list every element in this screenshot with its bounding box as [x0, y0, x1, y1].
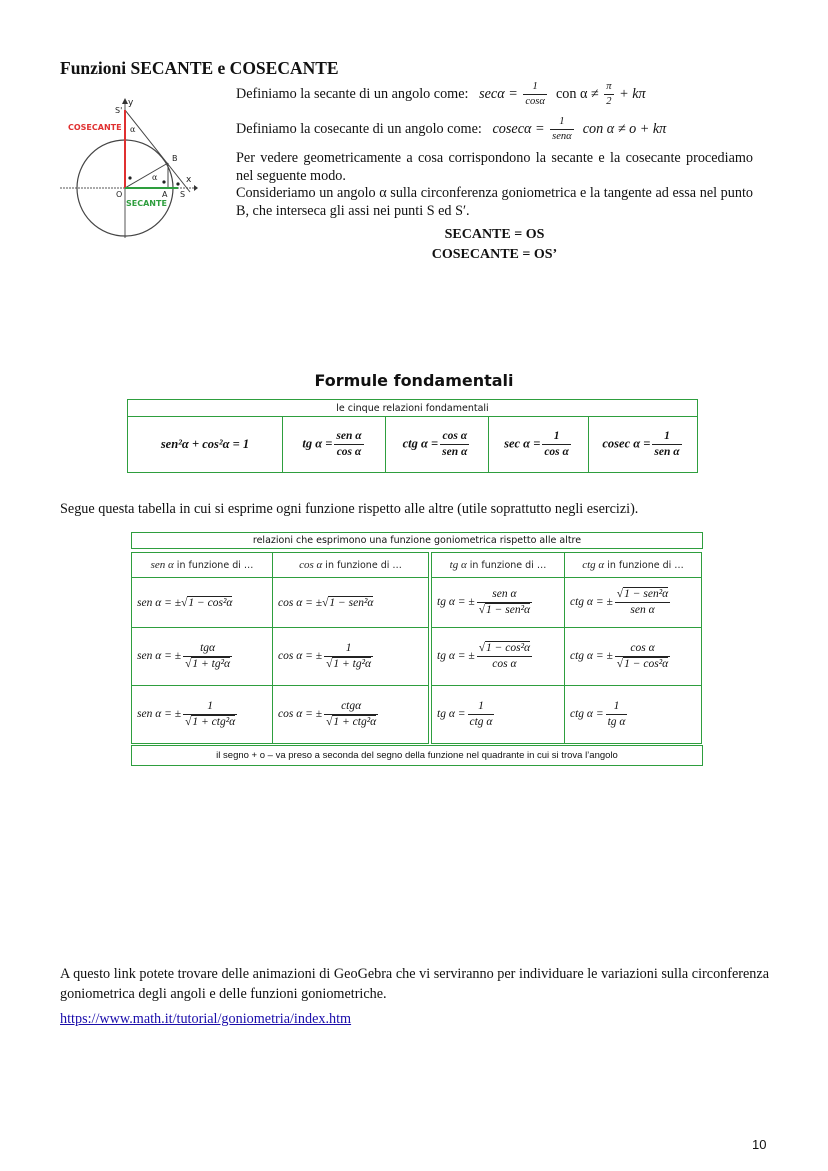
- tg-from-ctg: tg α = $\frac{1}{\text{ctg α}}$: [432, 686, 565, 744]
- alpha-label-center: α: [152, 173, 158, 182]
- fundamental-relations-table: [127, 399, 698, 473]
- eq-cosecante: COSECANTE = OS’: [431, 247, 558, 262]
- geogebra-link[interactable]: https://www.math.it/tutorial/goniometria/index.htm: [60, 1011, 352, 1027]
- cos-from-sen: cos α = ±√1 − sen²α: [273, 578, 429, 628]
- sen-from-tg: sen α = ± $\frac{\text{tgα}}{\text{√1 + tg²α}}$: [132, 628, 273, 686]
- point-a-label: A: [162, 190, 168, 199]
- sen-from-ctg: sen α = ± $\frac{1}{\text{√1 + ctg²α}}$: [132, 686, 273, 744]
- ctg-from-cos: ctg α = ± $\frac{\text{cos α}}{\text{√1 − cos²α}}$: [565, 628, 702, 686]
- point-s-label: S: [180, 190, 186, 199]
- paragraph-1: Per vedere geometricamente a cosa corrispondono la secante e la cosecante procediamo nel seguente modo.: [236, 150, 753, 184]
- formula-cosec: cosec α = $\frac{1}{\text{sen α}}$: [589, 417, 698, 473]
- formula-pythagorean: sen²α + cos²α = 1: [128, 417, 283, 473]
- unit-circle-figure: [60, 96, 200, 240]
- formula-tg: tg α = $\frac{\text{sen α}}{\text{cos α}}$: [283, 417, 386, 473]
- table2-right: [431, 552, 702, 744]
- col-tg-header: tg α in funzione di …: [432, 553, 565, 578]
- sen-from-cos: sen α = ±√1 − cos²α: [132, 578, 273, 628]
- def-secante: Definiamo la secante di un angolo come: secα = $\frac{1}{\cos\alpha}$ con α ≠ $\frac{\pi}{2}$ + kπ: [236, 81, 646, 107]
- cos-from-tg: cos α = ± $\frac{1}{\text{√1 + tg²α}}$: [273, 628, 429, 686]
- formule-title: Formule fondamentali: [314, 371, 514, 390]
- col-ctg-header: ctg α in funzione di …: [565, 553, 702, 578]
- cos-from-ctg: cos α = ± $\frac{\text{ctgα}}{\text{√1 + ctg²α}}$: [273, 686, 429, 744]
- page-title: Funzioni SECANTE e COSECANTE: [60, 58, 339, 78]
- paragraph-2: Consideriamo un angolo α sulla circonferenza goniometrica e la tangente ad essa nel punto B, che interseca gli assi nei punti S ed S′.: [236, 185, 753, 219]
- link-paragraph: A questo link potete trovare delle animazioni di GeoGebra che vi serviranno per individuare le variazioni sulla circonferenza goniometrica degli angoli e delle funzioni goniometriche.: [60, 966, 769, 1002]
- alpha-label-top: α: [130, 125, 136, 134]
- secante-label: SECANTE: [126, 199, 167, 208]
- ctg-from-tg: ctg α = $\frac{1}{\text{tg α}}$: [565, 686, 702, 744]
- point-b-label: B: [172, 154, 178, 163]
- col-cos-header: cos α in funzione di …: [273, 553, 429, 578]
- tg-from-sen: tg α = ± $\frac{\text{sen α}}{\text{√1 − sen²α}}$: [432, 578, 565, 628]
- cosecante-label: COSECANTE: [68, 123, 122, 132]
- table2-header: relazioni che esprimono una funzione goniometrica rispetto alle altre: [131, 532, 703, 549]
- table2-footer: il segno + o – va preso a seconda del segno della funzione nel quadrante in cui si trova l’angolo: [131, 745, 703, 766]
- formula-sec: sec α = $\frac{1}{\text{cos α}}$: [489, 417, 589, 473]
- eq-secante: SECANTE = OS: [444, 227, 545, 242]
- table1-header: le cinque relazioni fondamentali: [128, 400, 698, 417]
- table2-left: [131, 552, 429, 744]
- segue-paragraph: Segue questa tabella in cui si esprime ogni funzione rispetto alle altre (utile soprattutto negli esercizi).: [60, 501, 639, 517]
- formula-ctg: ctg α = $\frac{\text{cos α}}{\text{sen α}}$: [386, 417, 489, 473]
- point-o-label: O: [116, 190, 123, 199]
- ctg-from-sen: ctg α = ± $\frac{\text{√1 − sen²α}}{\text{sen α}}$: [565, 578, 702, 628]
- tg-from-cos: tg α = ± $\frac{\text{√1 − cos²α}}{\text{cos α}}$: [432, 628, 565, 686]
- s-prime-label: S': [115, 106, 123, 115]
- x-axis-label: x: [186, 175, 192, 185]
- page-number: 10: [752, 1137, 767, 1152]
- col-sen-header: sen α in funzione di …: [132, 553, 273, 578]
- def-cosecante: Definiamo la cosecante di un angolo come: cosecα = $\frac{1}{\text{senα}}$ con α ≠ o + kπ: [236, 116, 667, 142]
- y-axis-label: y: [128, 98, 134, 108]
